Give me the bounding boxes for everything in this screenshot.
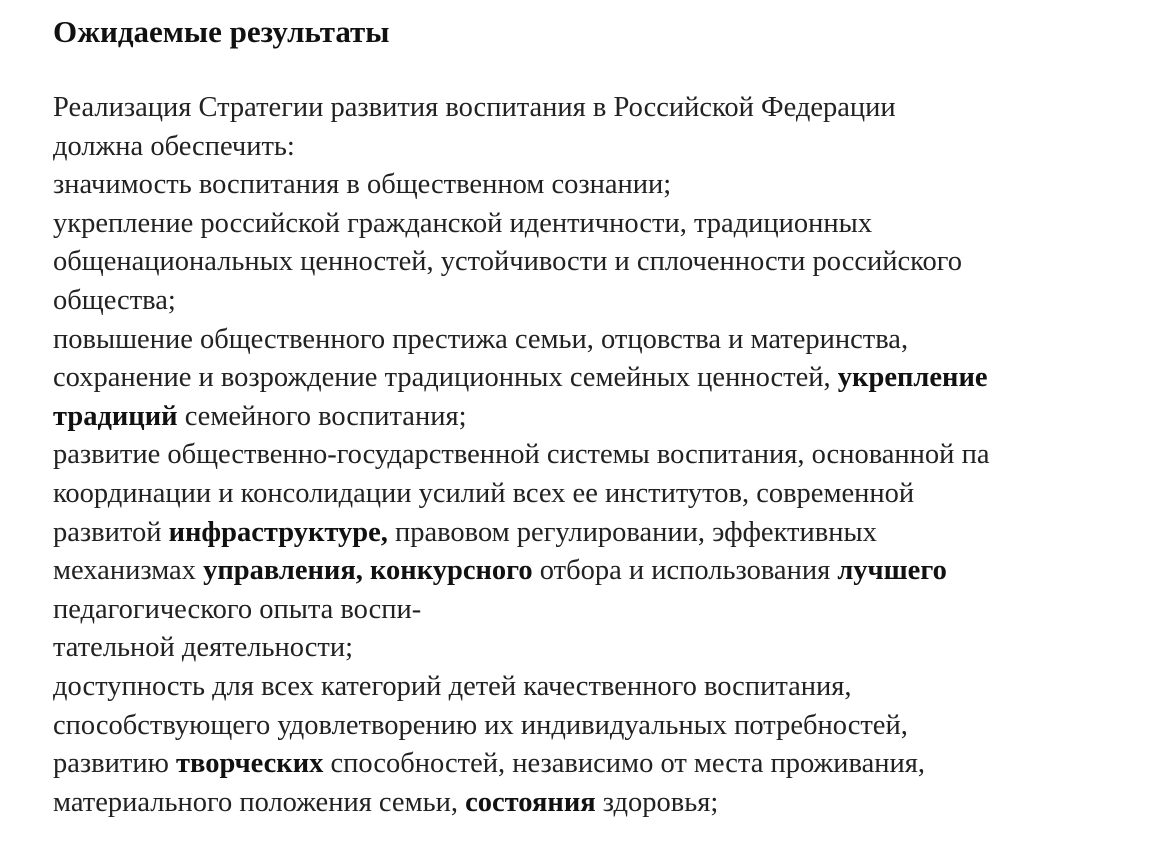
text-segment: способностей, независимо от места проживания,	[323, 748, 925, 780]
text-line	[53, 629, 1143, 668]
text-line	[53, 591, 1143, 630]
text-line	[53, 398, 1143, 437]
text-segment: развитию	[53, 748, 176, 780]
text-line	[53, 436, 1143, 475]
text-line	[53, 282, 1143, 321]
text-line	[53, 475, 1143, 514]
text-segment: развитой	[53, 516, 169, 548]
bold-text-segment: укрепление	[837, 362, 988, 394]
text-line	[53, 668, 1143, 707]
text-segment: способствующего удовлетворению их индивидуальных потребностей,	[53, 709, 908, 741]
bold-text-segment: традиций	[53, 400, 178, 432]
document-body	[53, 89, 1143, 822]
text-segment: сохранение и возрождение традиционных семейных ценностей,	[53, 362, 838, 394]
text-segment: развитие общественно-государственной системы воспитания, основанной па	[53, 439, 990, 471]
text-line	[53, 359, 1143, 398]
text-segment: отбора и использования	[532, 555, 838, 587]
text-line	[53, 514, 1143, 553]
text-segment: семейного воспитания;	[177, 400, 467, 432]
bold-text-segment: лучшего	[837, 555, 947, 587]
text-line	[53, 321, 1143, 360]
text-segment: укрепление российской гражданской идентичности, традиционных	[53, 207, 873, 239]
text-segment: тательной деятельности;	[53, 632, 353, 664]
text-line	[53, 166, 1143, 205]
text-segment: здоровья;	[595, 786, 719, 818]
bold-text-segment: творческих	[176, 748, 324, 780]
text-line	[53, 745, 1143, 784]
text-line	[53, 243, 1143, 282]
text-segment: общества;	[53, 284, 176, 316]
text-segment: материального положения семьи,	[53, 786, 466, 818]
text-segment: повышение общественного престижа семьи, отцовства и материнства,	[53, 323, 909, 355]
text-segment: механизмах	[53, 555, 204, 587]
text-line	[53, 205, 1143, 244]
bold-text-segment: управления, конкурсного	[203, 555, 533, 587]
text-line	[53, 128, 1143, 167]
text-segment: должна обеспечить:	[53, 130, 295, 162]
text-line	[53, 784, 1143, 823]
text-segment: Реализация Стратегии развития воспитания в Российской Федерации	[53, 92, 896, 123]
text-segment: значимость воспитания в общественном сознании;	[53, 169, 672, 201]
bold-text-segment: состояния	[465, 786, 596, 818]
text-segment: правовом регулировании, эффективных	[387, 516, 877, 548]
page-title: Ожидаемые результаты	[53, 14, 390, 49]
document-page	[53, 8, 1143, 822]
text-segment: педагогического опыта воспи-	[53, 593, 422, 625]
text-segment: доступность для всех категорий детей качественного воспитания,	[53, 670, 852, 702]
text-segment: общенациональных ценностей, устойчивости и сплоченности российского	[53, 246, 963, 278]
bold-text-segment: инфраструктуре,	[168, 516, 388, 548]
text-line	[53, 707, 1143, 746]
text-line	[53, 552, 1143, 591]
text-segment: координации и консолидации усилий всех ее институтов, современной	[53, 477, 915, 509]
text-line	[53, 89, 1143, 128]
